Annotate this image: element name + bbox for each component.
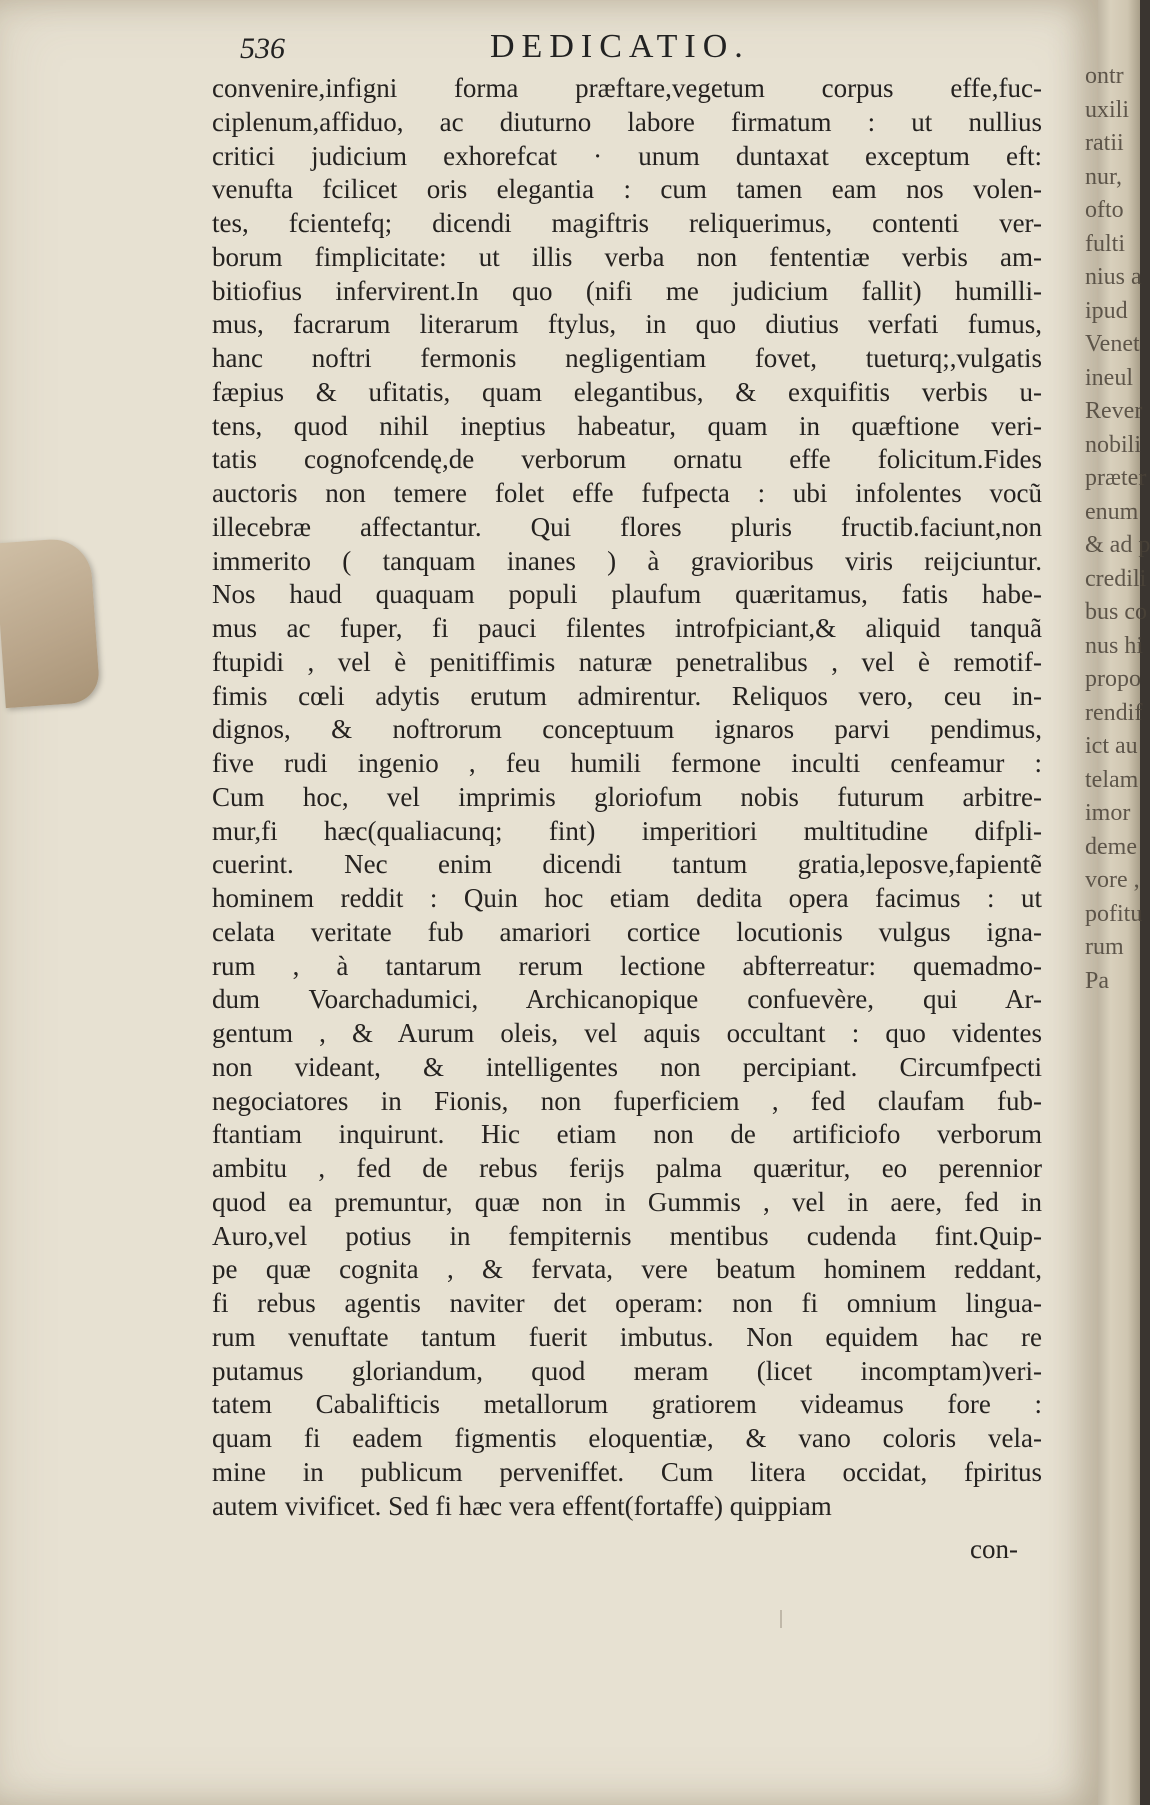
- facing-page-fragment: nobili: [1085, 431, 1142, 458]
- facing-page-fragment: ofto: [1085, 197, 1124, 223]
- facing-page-fragment: nus hi: [1085, 632, 1144, 659]
- facing-page-fragment: rum: [1085, 934, 1124, 960]
- text-line: Cum hoc, vel imprimis gloriofum nobis futurum arbitre-: [212, 781, 1042, 812]
- facing-page-fragment: vore ,: [1085, 867, 1140, 893]
- facing-page-fragment: ipud: [1085, 297, 1128, 324]
- text-line: convenire,infigni forma præftare,vegetum corpus effe,fuc-: [212, 73, 1042, 103]
- text-line: ambitu , fed de rebus ferijs palma quæritur, eo perennior: [212, 1153, 1042, 1183]
- text-line: tatem Cabalifticis metallorum gratiorem videamus fore :: [212, 1389, 1042, 1420]
- text-line: mus, facrarum literarum ftylus, in quo diutius verfati fumus,: [212, 309, 1042, 340]
- body-text: [212, 72, 1042, 1523]
- text-line: fæpius & ufitatis, quam elegantibus, & exquifitis verbis u-: [212, 376, 1042, 407]
- text-line: Nos haud quaquam populi plaufum quæritamus, fatis habe-: [212, 579, 1042, 610]
- facing-page-fragment: telam: [1085, 766, 1139, 793]
- page-number: 536: [240, 32, 285, 65]
- text-line: rum venuftate tantum fuerit imbutus. Non equidem hac re: [212, 1321, 1042, 1352]
- facing-page-fragment: ontr: [1085, 63, 1124, 89]
- text-line: ftupidi , vel è penitiffimis naturæ penetralibus , vel è remotif-: [212, 646, 1042, 677]
- text-line: tes, fcientefq; dicendi magiftris reliquerimus, contenti ver-: [212, 208, 1042, 238]
- facing-page-fragment: deme: [1085, 833, 1137, 860]
- text-line: five rudi ingenio , feu humili fermone inculti cenfeamur :: [212, 748, 1042, 778]
- facing-page-fragment: & ad p: [1085, 532, 1150, 558]
- text-line: bitiofius infervirent.In quo (nifi me judicium fallit) humilli-: [212, 275, 1042, 306]
- text-line: illecebræ affectantur. Qui flores pluris fructib.faciunt,non: [212, 511, 1042, 542]
- text-line: pe quæ cognita , & fervata, vere beatum hominem reddant,: [212, 1254, 1042, 1285]
- text-line: non videant, & intelligentes non percipiant. Circumfpecti: [212, 1051, 1042, 1082]
- text-line: mur,fi hæc(qualiacunq; fint) imperitiori multitudine difpli-: [212, 815, 1042, 846]
- facing-page-fragment: nius a: [1085, 264, 1142, 290]
- text-line: quam fi eadem figmentis eloquentiæ, & vano coloris vela-: [212, 1423, 1042, 1453]
- text-line: hanc noftri fermonis negligentiam fovet, tueturq;,vulgatis: [212, 343, 1042, 373]
- text-line: fimis cœli adytis erutum admirentur. Reliquos vero, ceu in-: [212, 680, 1042, 711]
- text-line: ftantiam inquirunt. Hic etiam non de artificiofo verborum: [212, 1119, 1042, 1150]
- facing-page-fragment: Pa: [1085, 967, 1109, 994]
- text-line: dignos, & noftrorum conceptuum ignaros parvi pendimus,: [212, 714, 1042, 745]
- text-line: fi rebus agentis naviter det operam: non fi omnium lingua-: [212, 1288, 1042, 1318]
- facing-page-fragment: ineul: [1085, 364, 1133, 391]
- text-line: immerito ( tanquam inanes ) à gravioribus viris reijciuntur.: [212, 545, 1042, 576]
- text-line: dum Voarchadumici, Archicanopique confuevère, qui Ar-: [212, 984, 1042, 1015]
- text-line: venufta fcilicet oris elegantia : cum tamen eam nos volen-: [212, 174, 1042, 205]
- facing-page-fragment: nur,: [1085, 163, 1123, 190]
- facing-page-fragment: enum: [1085, 498, 1139, 525]
- text-line: tatis cognofcendę,de verborum ornatu effe folicitum.Fides: [212, 444, 1042, 475]
- text-line: gentum , & Aurum oleis, vel aquis occultant : quo videntes: [212, 1018, 1042, 1048]
- facing-page-fragment: præter: [1085, 465, 1147, 491]
- text-line: rum , à tantarum rerum lectione abfterreatur: quemadmo-: [212, 950, 1042, 981]
- facing-page-fragment: Venet: [1085, 331, 1140, 357]
- text-line: ciplenum,affiduo, ac diuturno labore firmatum : ut nullius: [212, 106, 1042, 137]
- text-line: auctoris non temere folet effe fufpecta : ubi infolentes vocũ: [212, 478, 1042, 508]
- facing-page-fragment: ict au: [1085, 733, 1138, 759]
- facing-page-fragment: propo: [1085, 666, 1141, 692]
- facing-page-fragment: imor: [1085, 800, 1131, 826]
- text-line: borum fimplicitate: ut illis verba non fententiæ verbis am-: [212, 241, 1042, 272]
- facing-page-fragment: credili: [1085, 565, 1147, 592]
- text-line: mus ac fuper, fi pauci filentes introfpiciant,& aliquid tanquã: [212, 613, 1042, 643]
- text-line: mine in publicum perveniffet. Cum litera occidat, fpiritus: [212, 1456, 1042, 1487]
- paper-tab: [0, 537, 101, 708]
- text-line: putamus gloriandum, quod meram (licet incomptam)veri-: [212, 1355, 1042, 1386]
- text-line: critici judicium exhorefcat · unum duntaxat exceptum eft:: [212, 140, 1042, 171]
- paper-speck: [780, 1610, 782, 1628]
- facing-page-fragment: fulti: [1085, 230, 1125, 257]
- page-header: [240, 28, 1035, 72]
- text-line: hominem reddit : Quin hoc etiam dedita opera facimus : ut: [212, 883, 1042, 913]
- facing-page-fragment: pofitu: [1085, 900, 1143, 927]
- text-line: autem vivificet. Sed fi hæc vera effent(fortaffe) quippiam: [212, 1490, 832, 1521]
- text-line: celata veritate fub amariori cortice locutionis vulgus igna-: [212, 916, 1042, 947]
- facing-page-fragments: [1085, 60, 1150, 1040]
- catchword: con-: [970, 1534, 1018, 1564]
- text-line: quod ea premuntur, quæ non in Gummis , vel in aere, fed in: [212, 1186, 1042, 1217]
- text-line: tens, quod nihil ineptius habeatur, quam in quæftione veri-: [212, 410, 1042, 441]
- facing-page-fragment: bus co: [1085, 599, 1147, 625]
- facing-page-fragment: Rever: [1085, 398, 1143, 424]
- text-line: Auro,vel potius in fempiternis mentibus cudenda fint.Quip-: [212, 1220, 1042, 1251]
- text-line: negociatores in Fionis, non fuperficiem , fed claufam fub-: [212, 1085, 1042, 1116]
- facing-page-fragment: ratii: [1085, 130, 1124, 156]
- text-line: cuerint. Nec enim dicendi tantum gratia,leposve,fapientẽ: [212, 849, 1042, 880]
- facing-page-fragment: rendif: [1085, 699, 1143, 726]
- facing-page-fragment: uxili: [1085, 96, 1130, 123]
- running-head: DEDICATIO.: [490, 28, 750, 65]
